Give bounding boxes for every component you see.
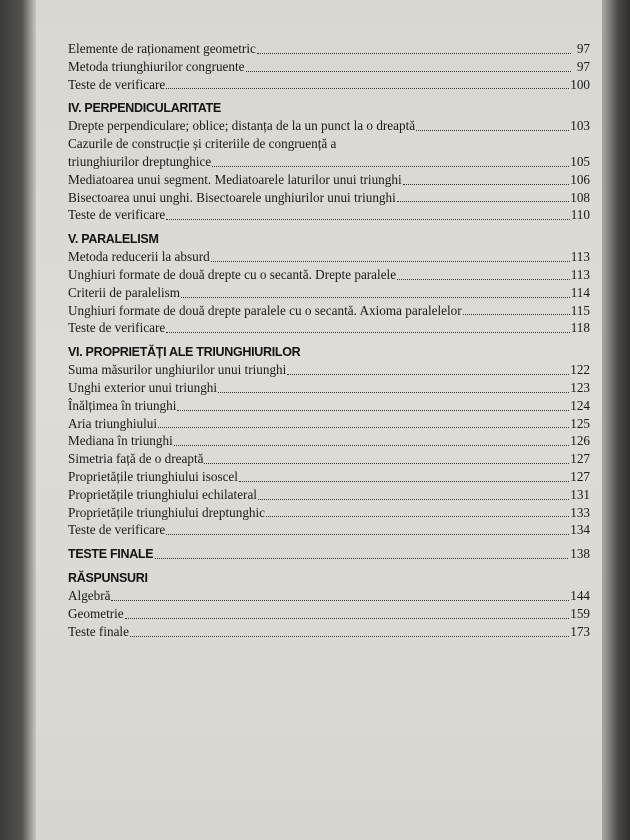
toc-entry-page: 127: [570, 468, 590, 484]
section-heading: VI. PROPRIETĂȚI ALE TRIUNGHIURILOR: [68, 345, 301, 360]
toc-section-raspunsuri: [68, 570, 590, 640]
toc-entry-title: Geometrie: [68, 605, 124, 621]
toc-entry-page: 124: [570, 397, 590, 413]
toc-intro-section: [68, 40, 590, 93]
dot-leader: [397, 278, 570, 280]
section-heading: IV. PERPENDICULARITATE: [68, 101, 221, 116]
toc-entry-title: Suma măsurilor unghiurilor unui triunghi: [68, 362, 287, 378]
toc-entry-title: Unghi exterior unui triunghi: [68, 379, 218, 395]
toc-entry-page: 133: [570, 504, 590, 520]
toc-entry-page: 173: [570, 623, 590, 639]
toc-entry: [68, 468, 590, 486]
toc-entry-page: 108: [570, 189, 590, 205]
dot-leader: [111, 599, 569, 601]
dot-leader: [239, 480, 569, 482]
toc-entry-title: Teste de verificare: [68, 320, 166, 336]
toc-entry-title: Elemente de raționament geometric: [68, 41, 256, 56]
section-heading: RĂSPUNSURI: [68, 571, 148, 586]
toc-entry-title: Unghiuri formate de două drepte cu o secantă. Drepte paralele: [68, 266, 397, 282]
toc-entry-title: Mediatoarea unui segment. Mediatoarele laturilor unui triunghi: [68, 171, 402, 187]
toc-entry-page: 103: [570, 118, 590, 134]
toc-entry-title: Proprietățile triunghiului echilateral: [68, 486, 257, 502]
toc-entry-page: 118: [570, 320, 590, 336]
toc-entry-page: 159: [570, 605, 590, 621]
toc-entry: [68, 587, 590, 605]
toc-entry-page: 134: [570, 522, 590, 538]
toc-entry-title: Proprietățile triunghiului dreptunghic: [68, 504, 266, 520]
toc-entry-title: Înălțimea în triunghi: [68, 397, 177, 413]
dot-leader: [204, 462, 569, 464]
toc-entry-page: 131: [570, 486, 590, 502]
toc-entry-page: 97: [576, 58, 590, 74]
dot-leader: [257, 52, 571, 54]
section-heading: TESTE FINALE: [68, 547, 154, 562]
dot-leader: [166, 87, 569, 89]
toc-entry-title: Aria triunghiului: [68, 415, 158, 431]
table-of-contents: [68, 40, 590, 648]
dot-leader: [130, 635, 569, 637]
dot-leader: [287, 373, 569, 375]
dot-leader: [266, 515, 569, 517]
dot-leader: [463, 313, 570, 315]
toc-entry: [68, 171, 590, 189]
toc-entry: [68, 40, 590, 58]
toc-entry-title: Algebră: [68, 588, 111, 604]
toc-entry: [68, 206, 590, 224]
dot-leader: [246, 70, 571, 72]
toc-entry: [68, 504, 590, 522]
toc-entry: [68, 135, 590, 171]
toc-entry-title-line1: Cazurile de construcție și criteriile de congruență a: [68, 136, 337, 152]
dot-leader: [403, 183, 570, 185]
toc-entry-continuation: [68, 153, 590, 171]
toc-entry: [68, 319, 590, 337]
toc-entry-page: 105: [570, 153, 590, 169]
section-heading: V. PARALELISM: [68, 232, 159, 247]
toc-entry: [68, 284, 590, 302]
toc-entry: [68, 415, 590, 433]
toc-entry-title: Simetria față de o dreaptă: [68, 451, 204, 467]
dot-leader: [166, 331, 570, 333]
toc-entry-title: triunghiurilor dreptunghice: [68, 153, 212, 169]
toc-entry-page: 97: [576, 41, 590, 56]
toc-entry-title: Mediana în triunghi: [68, 433, 173, 449]
dot-leader: [211, 260, 570, 262]
toc-final-tests: [68, 546, 590, 563]
toc-entry: [68, 117, 590, 135]
dot-leader: [397, 200, 569, 202]
toc-entry-title: Criterii de paralelism: [68, 284, 181, 300]
dot-leader: [416, 129, 569, 131]
toc-entry-page: 106: [570, 171, 590, 187]
toc-entry-page: 138: [570, 546, 590, 562]
toc-entry-title: Metoda triunghiurilor congruente: [68, 58, 245, 74]
toc-entry: [68, 486, 590, 504]
toc-section-paralelism: [68, 231, 590, 337]
toc-entry: [68, 248, 590, 266]
dot-leader: [166, 218, 570, 220]
dot-leader: [177, 409, 569, 411]
toc-entry-page: 115: [570, 302, 590, 318]
dot-leader: [158, 426, 569, 428]
toc-entry-page: 144: [570, 588, 590, 604]
toc-entry-title: Teste de verificare: [68, 522, 166, 538]
toc-entry: [68, 76, 590, 94]
toc-entry: [68, 302, 590, 320]
toc-entry: [68, 521, 590, 539]
toc-entry: [68, 58, 590, 76]
toc-entry: [68, 189, 590, 207]
toc-entry-page: 100: [570, 76, 590, 92]
toc-entry-page: 110: [570, 207, 590, 223]
toc-entry-page: 122: [570, 362, 590, 378]
dot-leader: [166, 533, 569, 535]
toc-entry: [68, 623, 590, 641]
toc-entry-title: Proprietățile triunghiului isoscel: [68, 468, 238, 484]
toc-entry-page: 113: [570, 249, 590, 265]
dot-leader: [125, 617, 570, 619]
toc-entry-title: Metoda reducerii la absurd: [68, 249, 210, 265]
toc-entry: [68, 266, 590, 284]
toc-entry-title: Teste de verificare: [68, 76, 166, 92]
toc-section-proprietati-triunghiuri: [68, 344, 590, 539]
toc-entry: [68, 605, 590, 623]
toc-entry: [68, 379, 590, 397]
toc-entry-page: 127: [570, 451, 590, 467]
toc-entry: [68, 432, 590, 450]
toc-entry-page: 126: [570, 433, 590, 449]
dot-leader: [218, 391, 569, 393]
toc-entry-title: Unghiuri formate de două drepte paralele cu o secantă. Axioma paralelelor: [68, 302, 462, 318]
toc-entry-page: 125: [570, 415, 590, 431]
dot-leader: [174, 444, 569, 446]
toc-entry-title: Teste finale: [68, 623, 129, 639]
toc-section-perpendicularitate: [68, 100, 590, 224]
toc-entry: [68, 450, 590, 468]
toc-entry-page: 114: [570, 284, 590, 300]
toc-entry-page: 123: [570, 379, 590, 395]
dot-leader: [155, 557, 568, 559]
dot-leader: [258, 498, 569, 500]
dot-leader: [181, 296, 570, 298]
dot-leader: [212, 165, 569, 167]
toc-entry-title: Bisectoarea unui unghi. Bisectoarele unghiurilor unui triunghi: [68, 189, 396, 205]
toc-entry-title: Drepte perpendiculare; oblice; distanța de la un punct la o dreaptă: [68, 118, 416, 134]
toc-entry-title: Teste de verificare: [68, 207, 166, 223]
toc-entry: [68, 397, 590, 415]
toc-entry: [68, 361, 590, 379]
toc-entry-page: 113: [570, 266, 590, 282]
